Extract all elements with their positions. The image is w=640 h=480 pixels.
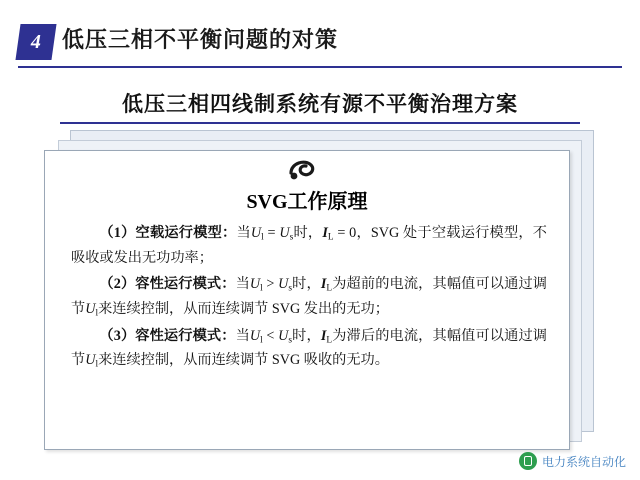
slide-header bbox=[0, 18, 640, 70]
slide-subtitle: 低压三相四线制系统有源不平衡治理方案 bbox=[122, 92, 518, 116]
paragraph-1-lead: （1）空载运行模型： bbox=[99, 225, 237, 241]
subtitle-divider bbox=[60, 122, 580, 124]
paragraph-2-text: 当$U_l > U_s$时，$I_L$为超前的电流，其幅值可以通过调节$U_l$来连续控制，从而连续调节 SVG 发出的无功； bbox=[71, 276, 547, 319]
content-card bbox=[44, 150, 570, 450]
paragraph-1-text: 当$U_l = U_s$时，$I_L = 0$，SVG 处于空载运行模型，不吸收或发出无功功率； bbox=[71, 225, 547, 266]
paragraph-3 bbox=[71, 324, 547, 373]
header-divider bbox=[18, 66, 622, 68]
paragraph-3-text: 当$U_l < U_s$时，$I_L$为滞后的电流，其幅值可以通过调节$U_l$来连续控制，从而连续调节 SVG 吸收的无功。 bbox=[71, 327, 547, 370]
card-stack bbox=[44, 130, 600, 450]
footer-watermark bbox=[519, 452, 626, 470]
paragraph-2-lead: （2）容性运行模式： bbox=[99, 276, 236, 293]
card-body bbox=[71, 221, 547, 375]
page-title: 低压三相不平衡问题的对策 bbox=[62, 27, 339, 52]
slide-number-badge bbox=[15, 24, 56, 60]
paragraph-2 bbox=[71, 272, 547, 321]
paragraph-3-lead: （3）容性运行模式： bbox=[99, 327, 236, 344]
wechat-account-logo-icon bbox=[519, 452, 537, 470]
slide-number-label: 4 bbox=[31, 30, 41, 53]
watermark-label: 电力系统自动化 bbox=[541, 454, 626, 469]
paragraph-1 bbox=[71, 221, 547, 270]
card-title: SVG工作原理 bbox=[246, 191, 368, 213]
swirl-ornament-icon bbox=[285, 157, 321, 183]
